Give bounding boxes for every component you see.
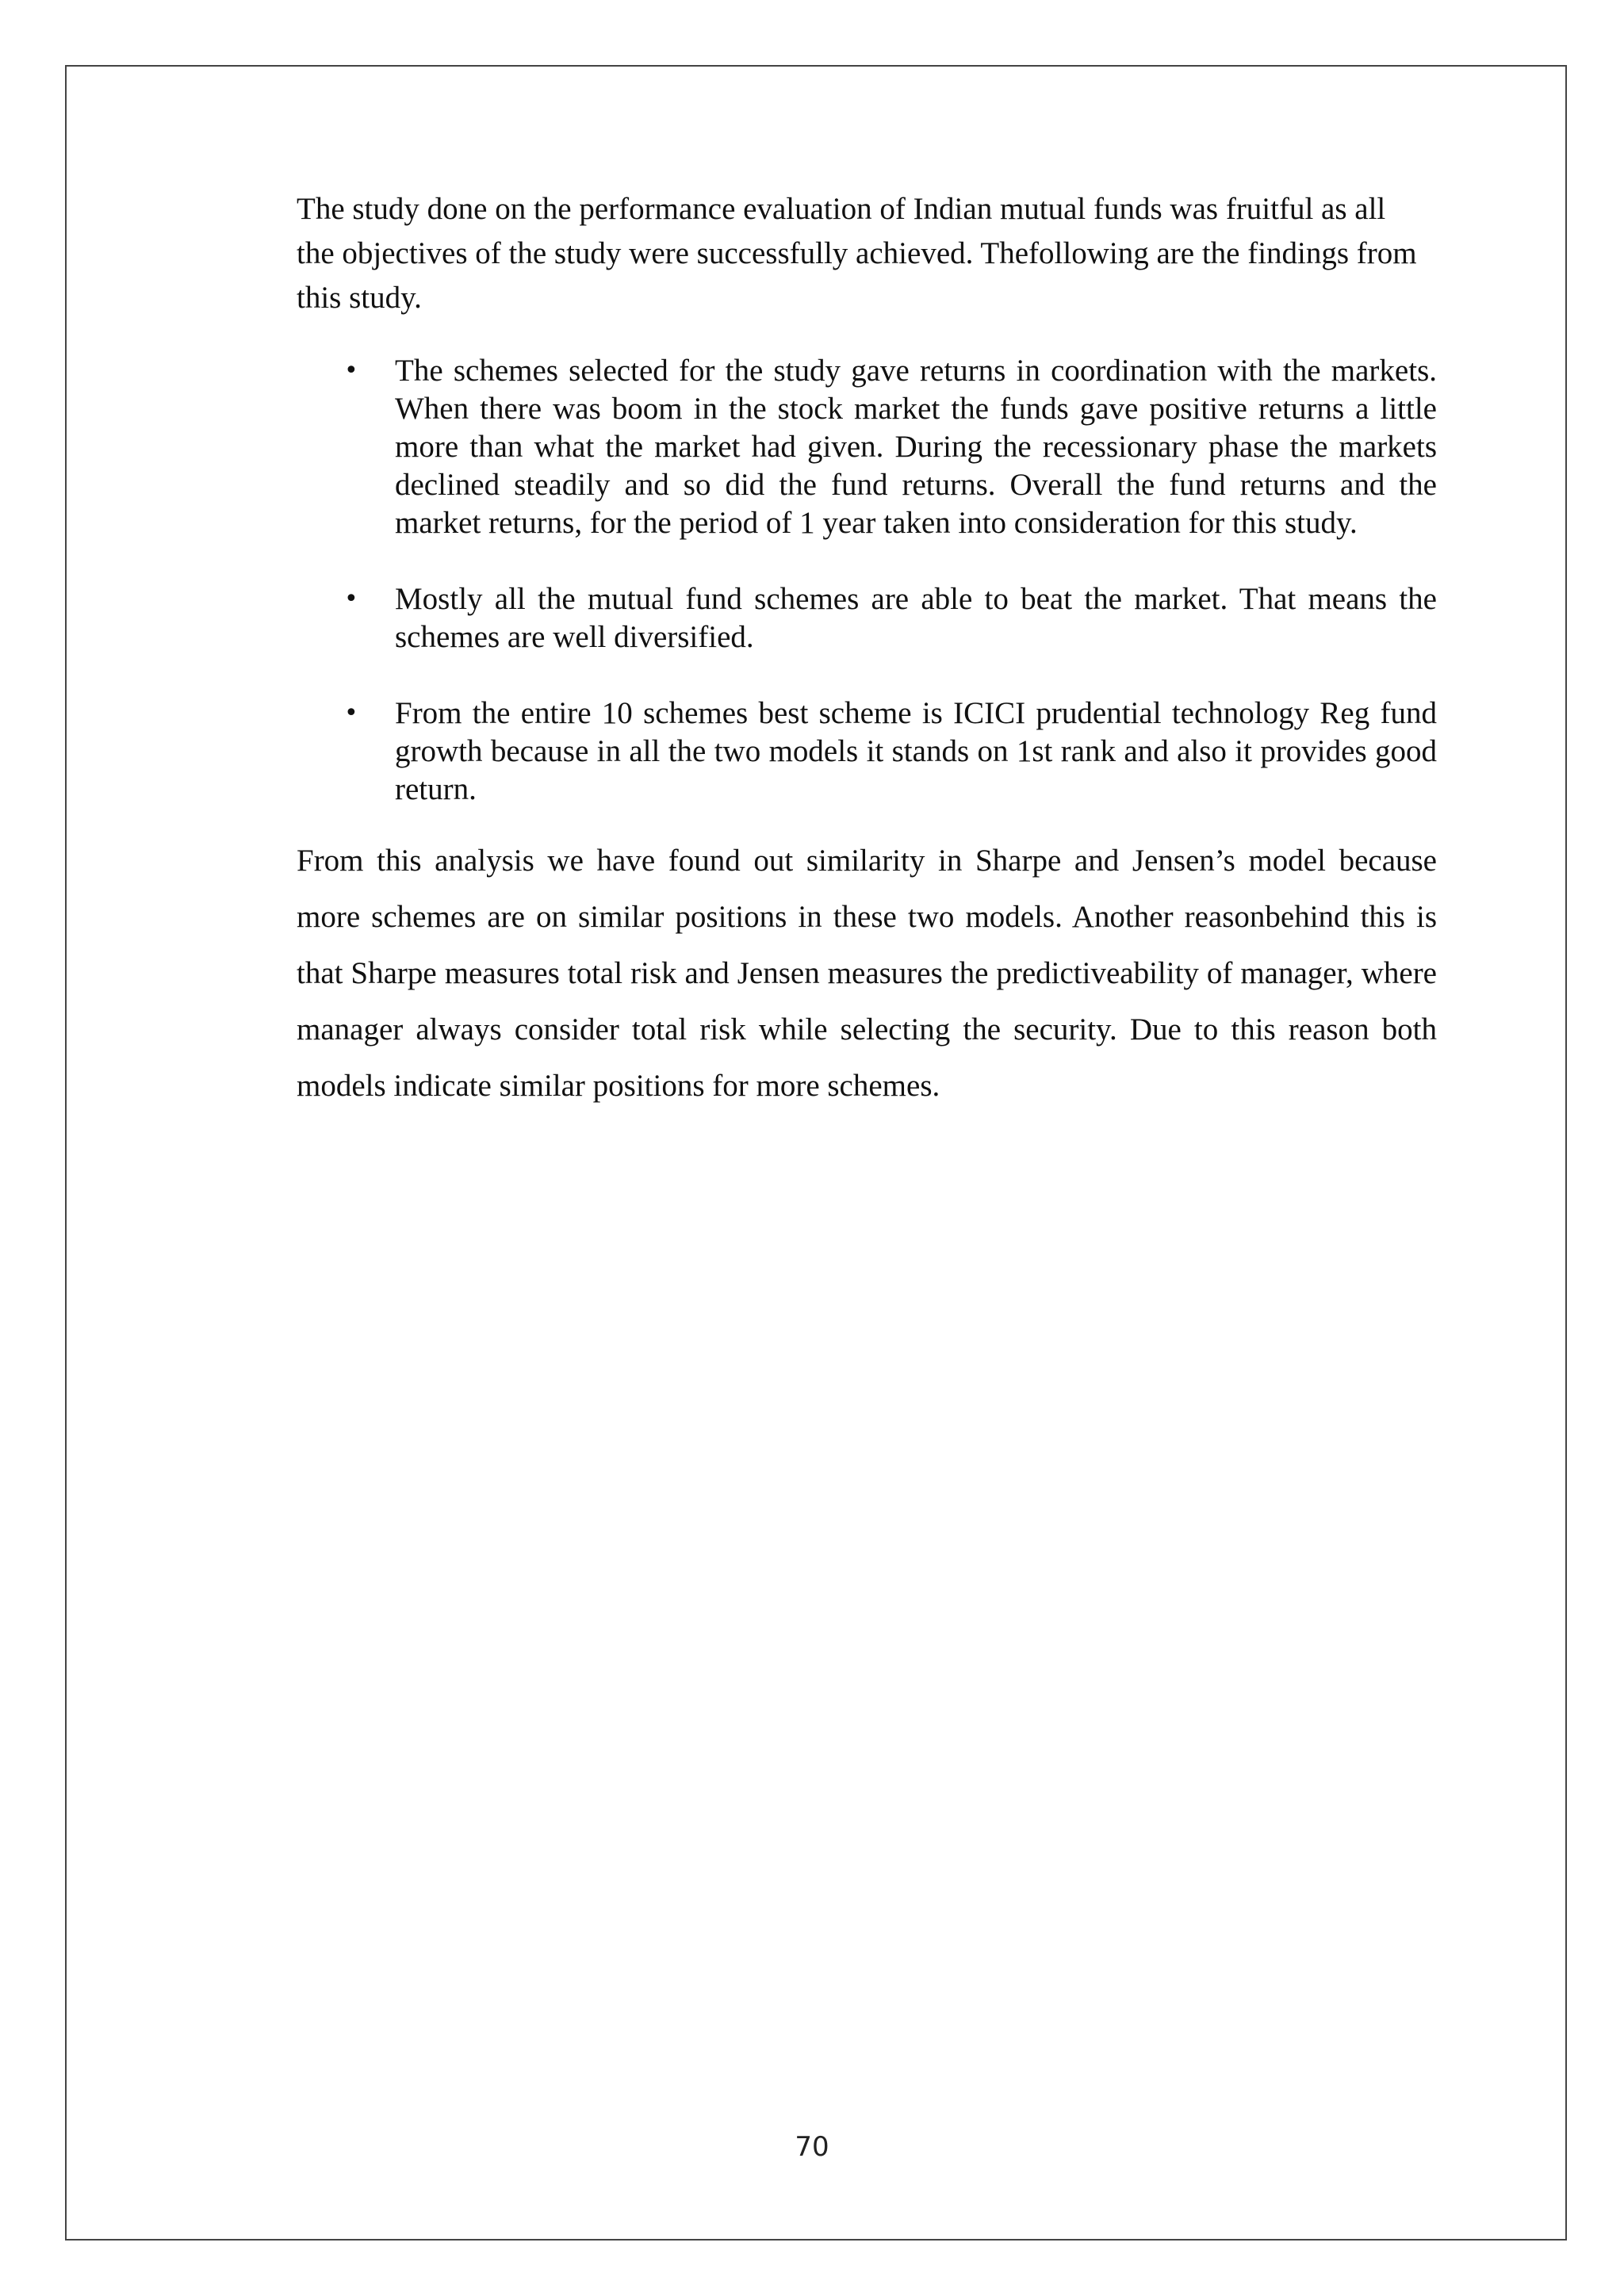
findings-list <box>297 352 1437 809</box>
page-number: 70 <box>795 2131 829 2163</box>
bullet-icon: • <box>344 357 358 385</box>
conclusion-paragraph: From this analysis we have found out similarity in Sharpe and Jensen’s model because more schemes are on similar positions in these two models. Another reasonbehind this is that Sharpe measures total risk and Jensen measures the predictiveability of manager, where manager always consider total risk while selecting the security. Due to this reason both models indicate similar positions for more schemes. <box>297 844 1437 1103</box>
finding-text: From the entire 10 schemes best scheme is ICICI prudential technology Reg fund growth because in all the two models it stands on 1st rank and also it provides good return. <box>395 696 1437 806</box>
finding-item <box>297 695 1437 809</box>
intro-paragraph: The study done on the performance evaluation of Indian mutual funds was fruitful as all the objectives of the study were successfully achieved. Thefollowing are the findings from this study. <box>297 192 1417 315</box>
finding-item <box>297 352 1437 542</box>
bullet-icon: • <box>344 699 358 727</box>
finding-text: The schemes selected for the study gave returns in coordination with the markets. When there was boom in the stock market the funds gave positive returns a little more than what the market had given. During the recessionary phase the markets declined steadily and so did the fund returns. Overall the fund returns and the market returns, for the period of 1 year taken into consideration for this study. <box>395 354 1437 540</box>
bullet-icon: • <box>344 585 358 613</box>
finding-text: Mostly all the mutual fund schemes are able to beat the market. That means the schemes are well diversified. <box>395 582 1437 654</box>
document-body <box>297 187 1437 1114</box>
finding-item <box>297 580 1437 656</box>
